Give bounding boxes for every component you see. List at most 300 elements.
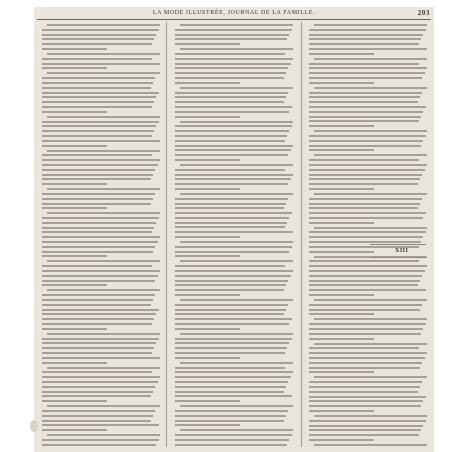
paragraph (42, 24, 160, 50)
text-line (42, 347, 154, 349)
text-line (47, 150, 160, 152)
text-line (309, 169, 425, 171)
text-line (180, 24, 293, 26)
paragraph (42, 405, 160, 431)
text-line (175, 116, 240, 118)
text-line (309, 231, 426, 233)
text-line (175, 159, 240, 161)
text-line (309, 328, 423, 330)
text-line (314, 227, 427, 229)
text-line (47, 116, 160, 118)
paragraph (42, 289, 160, 329)
text-line (175, 43, 240, 45)
text-line (42, 121, 159, 123)
text-line (175, 140, 285, 142)
text-line (47, 72, 160, 74)
text-line (180, 429, 293, 431)
text-line (309, 362, 422, 364)
text-line (175, 145, 293, 147)
text-line (42, 444, 156, 446)
text-line (42, 67, 107, 69)
text-line (47, 24, 160, 26)
text-line (42, 96, 156, 98)
text-line (42, 265, 152, 267)
text-line (42, 125, 156, 127)
paragraph (309, 318, 427, 339)
text-line (309, 67, 427, 69)
paragraph (309, 24, 427, 55)
text-line (175, 352, 285, 354)
text-line (309, 391, 418, 393)
text-line (175, 410, 288, 412)
text-line (309, 106, 426, 108)
text-line (175, 424, 240, 426)
paragraph (42, 260, 160, 286)
text-line (42, 231, 152, 233)
text-line (42, 352, 152, 354)
text-line (42, 203, 151, 205)
text-line (42, 255, 107, 257)
section-rule (370, 257, 426, 258)
text-line (175, 183, 288, 185)
text-line (309, 429, 421, 431)
paragraph (309, 154, 427, 190)
paragraph (175, 429, 293, 446)
text-line (175, 304, 288, 306)
column-divider (166, 22, 167, 447)
text-line (309, 217, 423, 219)
text-line (314, 193, 427, 195)
text-line (309, 212, 426, 214)
text-line (175, 63, 291, 65)
paragraph (175, 24, 293, 45)
text-line (309, 323, 426, 325)
text-line (175, 130, 289, 132)
text-column-left (42, 24, 160, 446)
text-line (42, 420, 151, 422)
text-line (309, 405, 421, 407)
text-line (175, 203, 286, 205)
text-line (309, 289, 426, 291)
text-line (309, 38, 421, 40)
paragraph (42, 53, 160, 69)
text-line (175, 270, 293, 272)
text-line (175, 188, 240, 190)
paragraph (175, 164, 293, 190)
text-line (175, 72, 286, 74)
text-line (175, 198, 288, 200)
paragraph (175, 405, 293, 426)
text-line (175, 149, 291, 151)
paragraph (42, 367, 160, 403)
text-line (309, 410, 374, 412)
paragraph (175, 333, 293, 359)
paragraph (309, 299, 427, 315)
text-line (175, 67, 288, 69)
text-line (175, 226, 285, 228)
text-line (47, 405, 160, 407)
text-line (42, 376, 160, 378)
text-line (309, 140, 423, 142)
text-line (42, 198, 153, 200)
text-line (309, 400, 423, 402)
paragraph (175, 362, 293, 402)
text-line (180, 241, 293, 243)
text-line (175, 101, 284, 103)
paragraph (309, 58, 427, 84)
paragraph (42, 116, 160, 147)
text-line (42, 299, 153, 301)
text-line (175, 391, 284, 393)
text-line (175, 154, 288, 156)
text-line (42, 342, 156, 344)
text-line (175, 169, 285, 171)
paragraph (309, 256, 427, 296)
text-line (175, 212, 292, 214)
text-line (309, 280, 420, 282)
text-line (309, 222, 374, 224)
text-line (314, 299, 427, 301)
text-line (47, 188, 160, 190)
paragraph (175, 260, 293, 296)
text-line (175, 178, 291, 180)
text-line (309, 53, 374, 55)
text-line (309, 120, 419, 122)
text-line (47, 333, 160, 335)
text-line (175, 381, 288, 383)
text-line (309, 284, 418, 286)
text-line (42, 227, 154, 229)
paragraph (309, 87, 427, 127)
text-line (175, 251, 289, 253)
text-line (314, 130, 427, 132)
text-line (42, 318, 154, 320)
text-line (309, 434, 419, 436)
text-line (175, 280, 288, 282)
paragraph (175, 87, 293, 118)
text-line (175, 439, 289, 441)
text-line (42, 429, 107, 431)
paragraph (309, 193, 427, 224)
text-line (42, 217, 159, 219)
text-line (309, 178, 420, 180)
text-line (309, 188, 374, 190)
text-line (42, 294, 155, 296)
text-line (309, 101, 418, 103)
text-line (42, 309, 159, 311)
text-line (175, 434, 292, 436)
text-line (314, 376, 427, 378)
text-line (42, 154, 152, 156)
text-line (175, 246, 292, 248)
text-line (309, 304, 422, 306)
text-line (309, 420, 426, 422)
text-line (42, 439, 159, 441)
text-line (42, 424, 159, 426)
text-line (309, 367, 420, 369)
text-line (309, 251, 374, 253)
paragraph (175, 48, 293, 84)
text-line (42, 178, 151, 180)
text-line (42, 400, 107, 402)
text-line (309, 265, 427, 267)
text-line (175, 29, 292, 31)
text-line (309, 275, 422, 277)
text-line (42, 135, 152, 137)
text-line (309, 309, 420, 311)
text-line (42, 164, 158, 166)
text-line (175, 313, 284, 315)
text-line (175, 96, 286, 98)
text-line (42, 270, 160, 272)
text-line (309, 43, 419, 45)
text-line (175, 265, 285, 267)
text-line (42, 386, 155, 388)
text-line (42, 275, 158, 277)
text-line (175, 420, 284, 422)
text-line (42, 357, 160, 359)
text-line (309, 82, 374, 84)
text-line (42, 34, 156, 36)
text-line (175, 294, 240, 296)
text-line (309, 198, 422, 200)
text-line (175, 444, 287, 446)
text-line (47, 212, 160, 214)
section-number: XIII (395, 248, 409, 254)
text-line (42, 391, 153, 393)
text-line (175, 367, 285, 369)
text-line (42, 395, 151, 397)
text-line (180, 48, 293, 50)
text-line (180, 87, 293, 89)
text-line (175, 58, 293, 60)
text-line (42, 251, 153, 253)
text-line (42, 246, 155, 248)
text-line (309, 29, 426, 31)
text-line (180, 121, 293, 123)
text-line (175, 92, 288, 94)
paragraph (175, 299, 293, 330)
text-line (314, 415, 427, 417)
text-line (175, 309, 286, 311)
text-line (175, 275, 291, 277)
text-line (42, 77, 155, 79)
text-line (175, 255, 240, 257)
text-line (309, 48, 427, 50)
text-line (309, 333, 421, 335)
text-line (309, 164, 427, 166)
text-line (175, 77, 284, 79)
text-line (180, 333, 293, 335)
text-line (42, 43, 152, 45)
paragraph (309, 130, 427, 151)
text-line (42, 159, 160, 161)
text-line (309, 203, 420, 205)
text-line (309, 34, 423, 36)
text-line (309, 72, 425, 74)
text-line (314, 444, 427, 446)
text-line (42, 87, 151, 89)
text-line (42, 304, 151, 306)
paragraph (42, 212, 160, 257)
paragraph (42, 150, 160, 186)
text-line (314, 343, 427, 345)
text-line (42, 145, 107, 147)
text-line (175, 207, 284, 209)
text-line (42, 82, 153, 84)
text-line (314, 58, 427, 60)
text-line (175, 125, 292, 127)
text-line (175, 347, 287, 349)
text-line (309, 381, 422, 383)
text-line (309, 439, 374, 441)
text-line (175, 231, 293, 233)
text-line (175, 236, 240, 238)
text-line (42, 29, 159, 31)
text-line (42, 111, 107, 113)
text-line (175, 135, 287, 137)
text-line (42, 207, 107, 209)
text-line (42, 63, 160, 65)
text-line (314, 24, 427, 26)
text-line (42, 362, 107, 364)
text-line (175, 357, 240, 359)
text-line (309, 347, 419, 349)
running-head: LA MODE ILLUSTRÉE, JOURNAL DE LA FAMILLE. (152, 10, 316, 16)
text-line (175, 111, 289, 113)
text-line (309, 241, 421, 243)
text-line (42, 38, 154, 40)
text-line (175, 328, 240, 330)
text-line (42, 241, 158, 243)
text-line (175, 386, 286, 388)
text-line (42, 106, 152, 108)
text-line (175, 338, 292, 340)
text-line (309, 207, 418, 209)
text-line (42, 410, 155, 412)
text-line (42, 280, 155, 282)
text-line (309, 125, 374, 127)
text-line (42, 381, 158, 383)
text-line (180, 193, 293, 195)
text-line (180, 299, 293, 301)
text-line (42, 328, 107, 330)
paragraph (175, 241, 293, 257)
page-number: 203 (417, 9, 430, 17)
text-line (42, 183, 107, 185)
text-line (42, 415, 153, 417)
text-line (175, 323, 289, 325)
paragraph (42, 434, 160, 446)
text-line (42, 222, 156, 224)
text-line (47, 53, 160, 55)
text-line (175, 217, 289, 219)
text-line (309, 313, 374, 315)
text-line (42, 371, 152, 373)
paragraph (309, 444, 427, 446)
text-line (47, 434, 160, 436)
text-line (175, 342, 289, 344)
text-line (309, 174, 422, 176)
text-line (309, 396, 426, 398)
text-line (309, 386, 420, 388)
text-line (42, 193, 155, 195)
text-line (309, 260, 419, 262)
text-line (42, 323, 152, 325)
text-line (47, 289, 160, 291)
text-line (47, 367, 160, 369)
text-line (309, 425, 423, 427)
text-line (309, 116, 421, 118)
text-line (314, 318, 427, 320)
text-column-right (309, 24, 427, 446)
text-line (309, 159, 419, 161)
text-line (175, 82, 240, 84)
text-line (309, 92, 422, 94)
text-line (309, 111, 423, 113)
text-line (175, 371, 293, 373)
text-line (42, 101, 154, 103)
text-line (309, 63, 419, 65)
text-line (175, 222, 287, 224)
text-line (175, 318, 292, 320)
paragraph (42, 333, 160, 364)
text-line (42, 169, 155, 171)
text-line (180, 260, 293, 262)
text-line (180, 362, 293, 364)
paragraph (42, 72, 160, 112)
text-column-middle (175, 24, 293, 446)
text-line (309, 270, 425, 272)
text-line (175, 106, 292, 108)
text-line (309, 77, 422, 79)
text-line (175, 415, 286, 417)
text-line (175, 376, 291, 378)
paragraph (309, 415, 427, 441)
text-line (47, 260, 160, 262)
text-line (309, 183, 418, 185)
text-line (309, 371, 374, 373)
paper-stain (30, 420, 38, 432)
text-line (175, 289, 284, 291)
section-rule (370, 244, 426, 245)
text-line (42, 58, 152, 60)
text-line (42, 313, 156, 315)
text-line (175, 284, 286, 286)
text-line (175, 395, 292, 397)
text-line (309, 149, 374, 151)
text-line (309, 338, 374, 340)
text-line (42, 174, 153, 176)
text-line (309, 145, 421, 147)
text-line (309, 135, 426, 137)
paragraph (309, 376, 427, 412)
paragraph (309, 343, 427, 374)
text-line (314, 87, 427, 89)
text-line (42, 140, 160, 142)
text-line (180, 164, 293, 166)
text-line (175, 38, 287, 40)
paragraph (175, 193, 293, 238)
text-line (309, 294, 374, 296)
text-line (175, 53, 285, 55)
text-line (42, 48, 107, 50)
header-rule (37, 19, 431, 20)
paragraph (175, 121, 293, 161)
text-line (42, 338, 159, 340)
text-line (309, 236, 423, 238)
paragraph (309, 227, 427, 253)
